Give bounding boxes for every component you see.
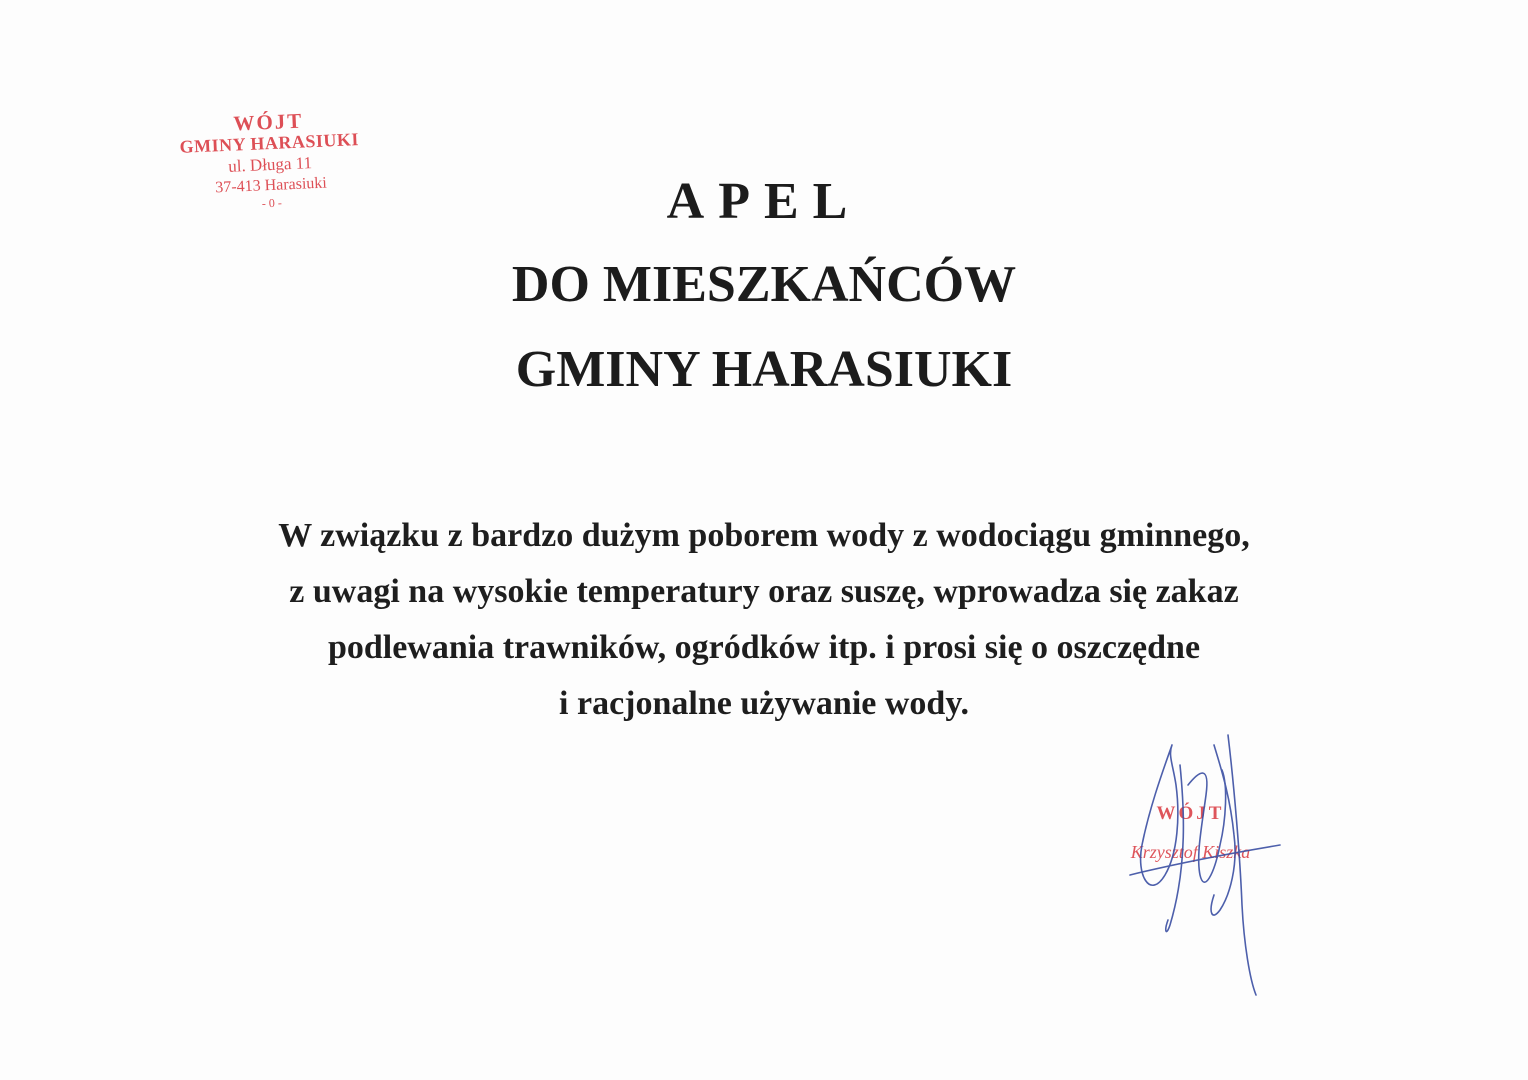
document-subtitle-line-2: GMINY HARASIUKI <box>515 341 1013 398</box>
body-line-4: i racjonalne używanie wody. <box>559 685 969 722</box>
stamp-postal-city: 37-413 Harasiuki <box>214 174 328 197</box>
signature-stamp-title: WÓJT <box>1156 803 1225 824</box>
body-line-2: z uwagi na wysokie temperatury oraz suszę, wprowadza się zakaz <box>289 573 1239 610</box>
body-line-1: W związku z bardzo dużym poborem wody z wodociągu gminnego, <box>278 517 1250 554</box>
stamp-street: ul. Długa 11 <box>227 153 313 176</box>
stamp-title: WÓJT <box>232 108 304 136</box>
appeal-body <box>100 508 1428 732</box>
document-title: APEL <box>666 173 862 230</box>
document-subtitle-line-1: DO MIESZKAŃCÓW <box>511 256 1017 313</box>
stamp-mark: - 0 - <box>261 195 283 211</box>
handwritten-signature <box>1110 725 1290 1000</box>
body-line-3: podlewania trawników, ogródków itp. i prosi się o oszczędne <box>327 629 1201 666</box>
signature-stamp-name: Krzysztof Kiszka <box>1130 842 1251 862</box>
stamp-office-name: GMINY HARASIUKI <box>179 129 360 157</box>
